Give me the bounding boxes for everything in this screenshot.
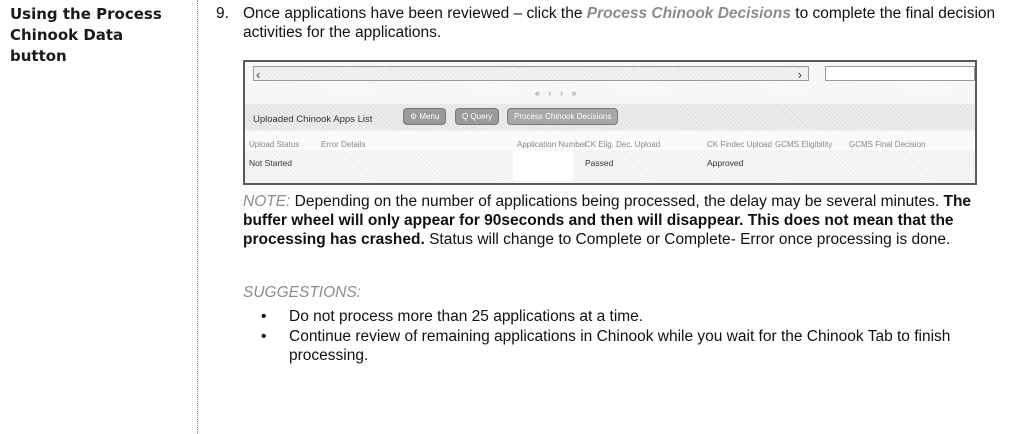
col-gcms-final-decision[interactable]: GCMS Final Decision [849,140,926,149]
list-item [261,307,1021,326]
process-chinook-decisions-ref: Process Chinook Decisions [586,5,791,22]
search-input[interactable] [825,66,975,81]
cell-ck-elig: Passed [585,158,614,168]
process-chinook-decisions-button[interactable]: Process Chinook Decisions [507,108,618,125]
section-heading: Using the Process Chinook Data button [10,5,162,65]
embedded-screenshot [243,60,977,185]
bullet-icon: • [261,308,267,325]
col-ck-elig-dec-upload[interactable]: CK Elig. Dec. Upload [585,140,661,149]
note-paragraph [243,192,1013,249]
suggestions-label: SUGGESTIONS: [243,284,361,301]
scroll-right-icon[interactable]: › [797,67,802,82]
step-text-before: Once applications have been reviewed – click the [243,5,587,22]
col-error-details[interactable]: Error Details [321,140,366,149]
note-text-2: Status will change to Complete or Complete- Error once processing is done. [424,231,951,248]
cell-ck-findec: Approved [707,158,744,168]
query-button[interactable]: Q Query [455,108,499,125]
scroll-left-icon[interactable]: ‹ [256,67,261,82]
table-row[interactable] [245,151,975,181]
note-label: NOTE: [243,193,291,210]
list-toolbar [245,104,975,130]
note-bold-text: The buffer wheel will only appear for 90seconds and then will disappear. This does not mean that the processing has crashed. [243,193,972,248]
list-item [261,327,1021,365]
col-application-number[interactable]: Application Number [517,140,587,149]
note-text-1: Depending on the number of applications being processed, the delay may be several minutes. [290,193,944,210]
horizontal-scrollbar[interactable] [253,66,809,81]
screenshot-top-bar [245,62,975,102]
col-upload-status[interactable]: Upload Status [249,140,300,149]
suggestions-list [261,307,1021,366]
column-divider [197,0,198,434]
suggestion-text-1: Do not process more than 25 applications at a time. [289,308,644,325]
suggestion-text-2: Continue review of remaining applications in Chinook while you wait for the Chinook Tab to finish processing. [289,328,951,364]
list-title: Uploaded Chinook Apps List [253,114,373,125]
grid-header [245,132,975,150]
col-ck-findec-upload[interactable]: CK Findec Upload [707,140,772,149]
step-text [243,4,1003,42]
col-gcms-eligibility[interactable]: GCMS Eligibility [775,140,833,149]
bullet-icon: • [261,328,267,345]
pager-controls[interactable]: « ‹ › » [535,88,580,98]
cell-upload-status: Not Started [249,158,292,168]
application-number-cell [513,151,573,181]
step-number: 9. [216,5,229,22]
menu-button[interactable]: ⚙ Menu [403,108,446,125]
step-text-after: to complete the final decision activities for the applications. [243,5,996,41]
